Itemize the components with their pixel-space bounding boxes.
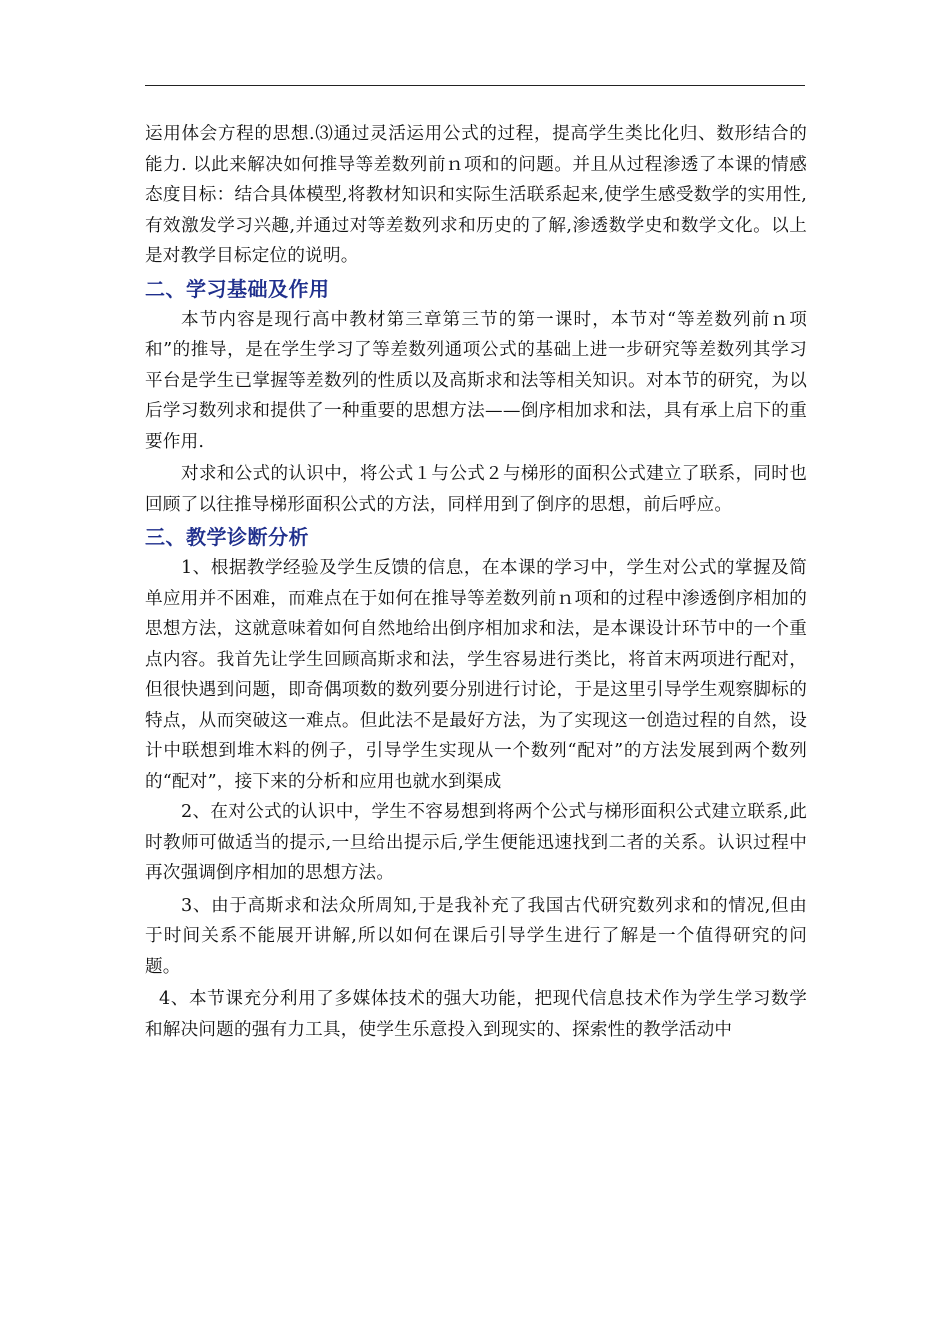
section-heading-diagnosis: 三、教学诊断分析 xyxy=(145,525,309,549)
section-heading-learning-basis: 二、学习基础及作用 xyxy=(145,276,330,301)
document-body xyxy=(145,119,807,1045)
paragraph-diagnosis-4: 4、本节课充分利用了多媒体技术的强大功能，把现代信息技术作为学生学习数学和解决问题的强有力工具，使学生乐意投入到现实的、探索性的教学活动中 xyxy=(145,989,807,1040)
paragraph-formula-understanding: 对求和公式的认识中，将公式１与公式２与梯形的面积公式建立了联系，同时也回顾了以往推导梯形面积公式的方法，同样用到了倒序的思想，前后呼应。 xyxy=(145,464,807,515)
paragraph-diagnosis-1: 1、根据教学经验及学生反馈的信息，在本课的学习中，学生对公式的掌握及简单应用并不困难，而难点在于如何在推导等差数列前ｎ项和的过程中渗透倒序相加的思想方法，这就意味着如何自然地给出倒序相加求和法，是本课设计环节中的一个重点内容。我首先让学生回顾高斯求和法，学生容易进行类比，将首末两项进行配对，但很快遇到问题，即奇偶项数的数列要分别进行讨论，于是这里引导学生观察脚标的特点，从而突破这一难点。但此法不是最好方法，为了实现这一创造过程的自然，设计中联想到堆木料的例子，引导学生实现从一个数列“配对”的方法发展到两个数列的“配对”，接下来的分析和应用也就水到渠成 xyxy=(145,558,807,792)
header-rule xyxy=(145,85,805,86)
paragraph-lesson-content: 本节内容是现行高中教材第三章第三节的第一课时，本节对“等差数列前ｎ项和”的推导，是在学生学习了等差数列通项公式的基础上进一步研究等差数列其学习平台是学生已掌握等差数列的性质以及高斯求和法等相关知识。对本节的研究，为以后学习数列求和提供了一种重要的思想方法——倒序相加求和法，具有承上启下的重要作用. xyxy=(145,309,807,452)
paragraph-diagnosis-3: 3、由于高斯求和法众所周知,于是我补充了我国古代研究数列求和的情况,但由于时间关系不能展开讲解,所以如何在课后引导学生进行了解是一个值得研究的问题。 xyxy=(145,895,807,977)
paragraph-diagnosis-2: 2、在对公式的认识中，学生不容易想到将两个公式与梯形面积公式建立联系,此时教师可做适当的提示,一旦给出提示后,学生便能迅速找到二者的关系。认识过程中再次强调倒序相加的思想方法。 xyxy=(145,802,807,883)
paragraph-teaching-goals: 运用体会方程的思想.⑶通过灵活运用公式的过程，提高学生类比化归、数形结合的能力. 以此来解决如何推导等差数列前ｎ项和的问题。并且从过程渗透了本课的情感态度目标：结合具体模型,将教材知识和实际生活联系起来,使学生感受数学的实用性,有效激发学习兴趣,并通过对等差数列求和历史的了解,渗透数学史和数学文化。以上是对教学目标定位的说明。 xyxy=(145,124,807,266)
